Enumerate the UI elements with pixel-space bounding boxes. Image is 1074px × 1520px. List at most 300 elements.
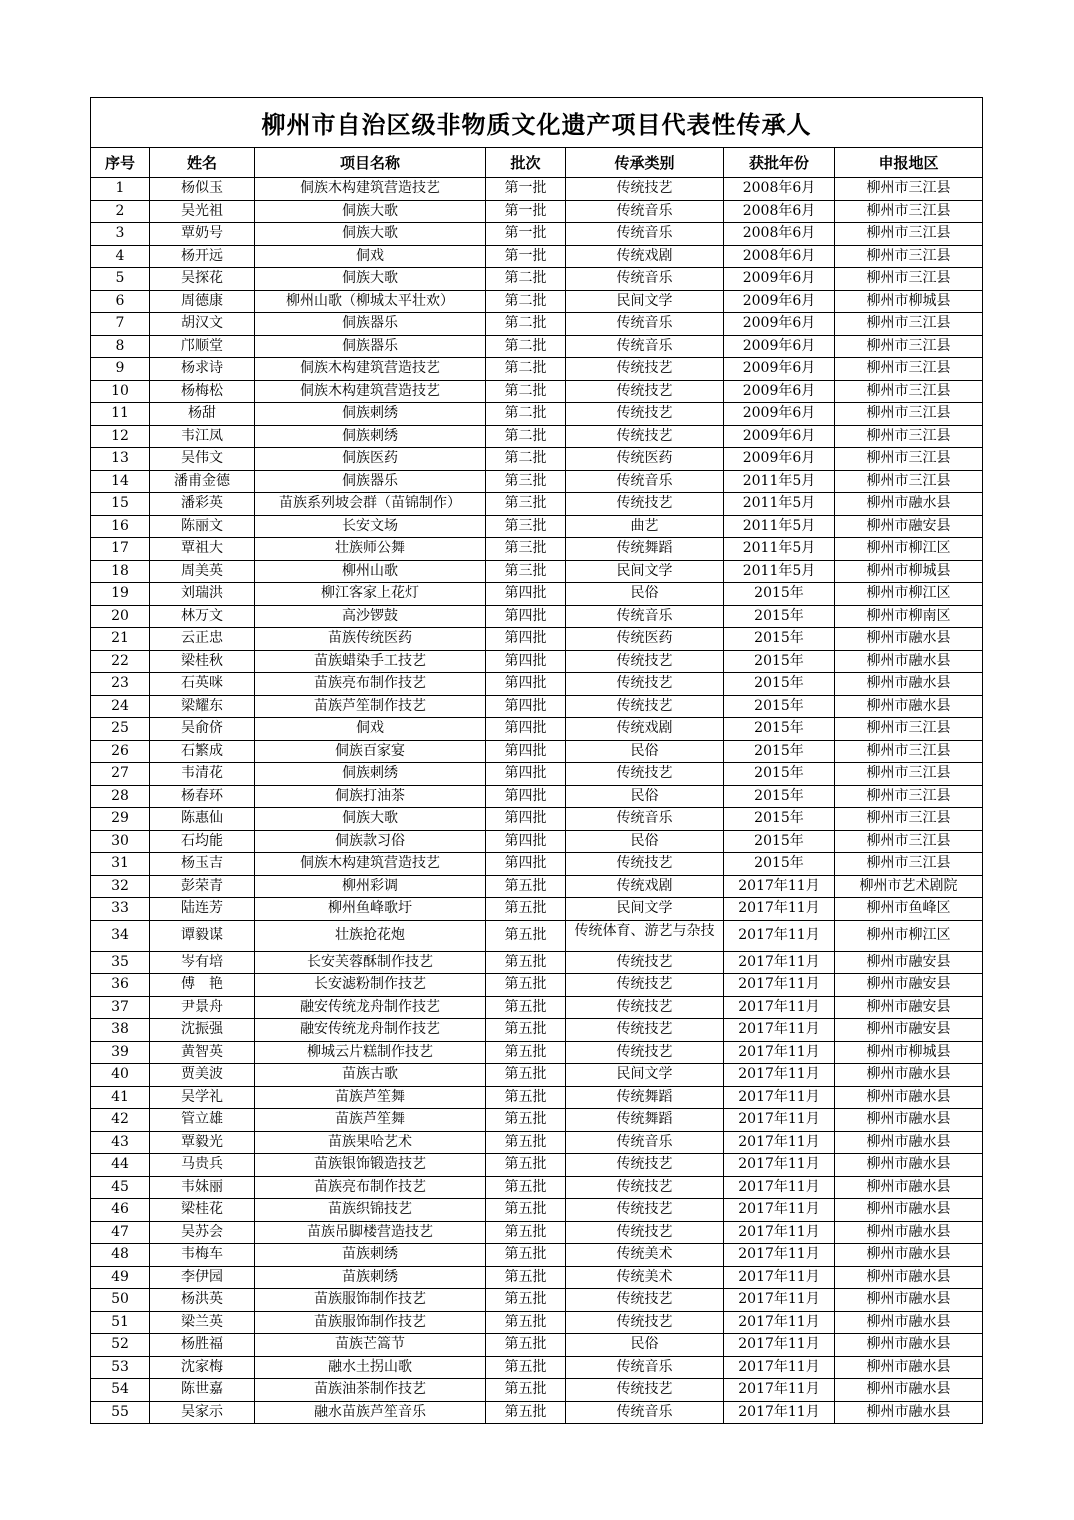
- cell-batch: 第五批: [486, 898, 566, 921]
- cell-name: 覃奶号: [150, 223, 255, 246]
- cell-batch: 第四批: [486, 695, 566, 718]
- cell-batch: 第五批: [486, 1019, 566, 1042]
- cell-index: 39: [91, 1041, 150, 1064]
- header-row: [91, 148, 983, 178]
- cell-name: 岑有培: [150, 951, 255, 974]
- cell-category: 传统戏剧: [566, 718, 724, 741]
- cell-category: 传统技艺: [566, 425, 724, 448]
- cell-batch: 第三批: [486, 470, 566, 493]
- table-row: [91, 1176, 983, 1199]
- cell-project: 侗戏: [255, 245, 486, 268]
- cell-name: 吴苏会: [150, 1221, 255, 1244]
- cell-region: 柳州市三江县: [835, 178, 983, 201]
- cell-region: 柳州市融安县: [835, 951, 983, 974]
- cell-region: 柳州市三江县: [835, 808, 983, 831]
- cell-index: 32: [91, 875, 150, 898]
- cell-name: 陈丽文: [150, 515, 255, 538]
- table-row: [91, 1199, 983, 1222]
- cell-name: 梁桂花: [150, 1199, 255, 1222]
- cell-name: 周美英: [150, 560, 255, 583]
- table-row: [91, 448, 983, 471]
- table-row: [91, 403, 983, 426]
- cell-year: 2017年11月: [724, 1019, 835, 1042]
- cell-category: 民俗: [566, 785, 724, 808]
- cell-index: 48: [91, 1244, 150, 1267]
- cell-index: 17: [91, 538, 150, 561]
- cell-region: 柳州市融水县: [835, 1401, 983, 1424]
- cell-index: 25: [91, 718, 150, 741]
- cell-category: 传统技艺: [566, 1041, 724, 1064]
- cell-year: 2015年: [724, 628, 835, 651]
- cell-year: 2017年11月: [724, 898, 835, 921]
- cell-name: 吴探花: [150, 268, 255, 291]
- cell-batch: 第五批: [486, 1401, 566, 1424]
- cell-project: 融水苗族芦笙音乐: [255, 1401, 486, 1424]
- cell-project: 侗族木构建筑营造技艺: [255, 380, 486, 403]
- cell-index: 1: [91, 178, 150, 201]
- cell-category: 传统音乐: [566, 223, 724, 246]
- cell-index: 18: [91, 560, 150, 583]
- cell-region: 柳州市融水县: [835, 1289, 983, 1312]
- cell-batch: 第五批: [486, 1064, 566, 1087]
- cell-project: 侗族医药: [255, 448, 486, 471]
- cell-batch: 第二批: [486, 268, 566, 291]
- cell-category: 传统音乐: [566, 200, 724, 223]
- cell-index: 34: [91, 920, 150, 951]
- cell-project: 侗族木构建筑营造技艺: [255, 358, 486, 381]
- cell-year: 2017年11月: [724, 1379, 835, 1402]
- col-header-name: 姓名: [150, 148, 255, 178]
- cell-region: 柳州市三江县: [835, 200, 983, 223]
- cell-index: 50: [91, 1289, 150, 1312]
- cell-batch: 第五批: [486, 1244, 566, 1267]
- cell-region: 柳州市融安县: [835, 996, 983, 1019]
- cell-index: 44: [91, 1154, 150, 1177]
- cell-region: 柳州市融水县: [835, 1334, 983, 1357]
- table-row: [91, 1019, 983, 1042]
- cell-category: 传统音乐: [566, 1356, 724, 1379]
- cell-region: 柳州市鱼峰区: [835, 898, 983, 921]
- cell-category: 传统技艺: [566, 974, 724, 997]
- cell-year: 2008年6月: [724, 245, 835, 268]
- cell-year: 2015年: [724, 605, 835, 628]
- cell-index: 43: [91, 1131, 150, 1154]
- cell-year: 2009年6月: [724, 425, 835, 448]
- cell-project: 苗族油茶制作技艺: [255, 1379, 486, 1402]
- cell-region: 柳州市柳城县: [835, 560, 983, 583]
- cell-year: 2017年11月: [724, 1154, 835, 1177]
- cell-region: 柳州市三江县: [835, 853, 983, 876]
- cell-batch: 第五批: [486, 996, 566, 1019]
- table-row: [91, 538, 983, 561]
- cell-index: 52: [91, 1334, 150, 1357]
- cell-name: 李伊园: [150, 1266, 255, 1289]
- table-row: [91, 785, 983, 808]
- cell-region: 柳州市融安县: [835, 515, 983, 538]
- cell-project: 苗族系列坡会群（苗锦制作）: [255, 493, 486, 516]
- cell-project: 侗族大歌: [255, 200, 486, 223]
- table-row: [91, 673, 983, 696]
- cell-name: 石英咪: [150, 673, 255, 696]
- cell-region: 柳州市三江县: [835, 380, 983, 403]
- cell-year: 2008年6月: [724, 223, 835, 246]
- document-sheet: [90, 97, 982, 1424]
- table-title: 柳州市自治区级非物质文化遗产项目代表性传承人: [91, 98, 983, 148]
- table-row: [91, 1064, 983, 1087]
- cell-name: 陆连芳: [150, 898, 255, 921]
- cell-batch: 第四批: [486, 673, 566, 696]
- cell-region: 柳州市柳南区: [835, 605, 983, 628]
- cell-region: 柳州市三江县: [835, 470, 983, 493]
- cell-category: 传统技艺: [566, 1221, 724, 1244]
- cell-year: 2017年11月: [724, 875, 835, 898]
- cell-name: 潘甫金德: [150, 470, 255, 493]
- cell-batch: 第二批: [486, 290, 566, 313]
- cell-index: 28: [91, 785, 150, 808]
- cell-category: 传统技艺: [566, 853, 724, 876]
- cell-region: 柳州市融水县: [835, 1154, 983, 1177]
- cell-index: 31: [91, 853, 150, 876]
- table-row: [91, 1041, 983, 1064]
- cell-batch: 第二批: [486, 358, 566, 381]
- cell-batch: 第五批: [486, 1266, 566, 1289]
- cell-category: 传统舞蹈: [566, 1109, 724, 1132]
- cell-project: 壮族抢花炮: [255, 920, 486, 951]
- table-row: [91, 200, 983, 223]
- cell-region: 柳州市三江县: [835, 335, 983, 358]
- cell-index: 10: [91, 380, 150, 403]
- cell-year: 2017年11月: [724, 974, 835, 997]
- cell-index: 20: [91, 605, 150, 628]
- cell-index: 22: [91, 650, 150, 673]
- cell-region: 柳州市三江县: [835, 223, 983, 246]
- cell-batch: 第四批: [486, 830, 566, 853]
- cell-project: 苗族芦笙舞: [255, 1086, 486, 1109]
- cell-category: 传统音乐: [566, 470, 724, 493]
- cell-region: 柳州市融水县: [835, 1311, 983, 1334]
- cell-region: 柳州市三江县: [835, 763, 983, 786]
- cell-category: 传统技艺: [566, 493, 724, 516]
- cell-project: 苗族亮布制作技艺: [255, 673, 486, 696]
- cell-name: 杨洪英: [150, 1289, 255, 1312]
- cell-index: 2: [91, 200, 150, 223]
- cell-name: 韦梅车: [150, 1244, 255, 1267]
- cell-region: 柳州市三江县: [835, 313, 983, 336]
- table-row: [91, 583, 983, 606]
- cell-category: 传统技艺: [566, 1289, 724, 1312]
- cell-name: 沈振强: [150, 1019, 255, 1042]
- table-row: [91, 853, 983, 876]
- cell-region: 柳州市融水县: [835, 650, 983, 673]
- cell-project: 苗族芦笙制作技艺: [255, 695, 486, 718]
- cell-year: 2011年5月: [724, 470, 835, 493]
- cell-year: 2015年: [724, 740, 835, 763]
- cell-batch: 第四批: [486, 718, 566, 741]
- table-row: [91, 1289, 983, 1312]
- cell-name: 韦江凤: [150, 425, 255, 448]
- cell-project: 侗戏: [255, 718, 486, 741]
- cell-index: 7: [91, 313, 150, 336]
- cell-category: 传统技艺: [566, 1176, 724, 1199]
- cell-year: 2009年6月: [724, 380, 835, 403]
- cell-batch: 第四批: [486, 763, 566, 786]
- cell-index: 47: [91, 1221, 150, 1244]
- cell-category: 传统音乐: [566, 808, 724, 831]
- cell-batch: 第五批: [486, 974, 566, 997]
- cell-batch: 第四批: [486, 808, 566, 831]
- cell-category: 曲艺: [566, 515, 724, 538]
- cell-index: 12: [91, 425, 150, 448]
- cell-category: 传统技艺: [566, 358, 724, 381]
- cell-year: 2011年5月: [724, 538, 835, 561]
- cell-index: 4: [91, 245, 150, 268]
- cell-region: 柳州市融水县: [835, 1109, 983, 1132]
- cell-category: 民间文学: [566, 560, 724, 583]
- table-row: [91, 920, 983, 951]
- col-header-region: 申报地区: [835, 148, 983, 178]
- table-row: [91, 380, 983, 403]
- table-row: [91, 996, 983, 1019]
- cell-year: 2009年6月: [724, 313, 835, 336]
- cell-project: 融水土拐山歌: [255, 1356, 486, 1379]
- cell-name: 韦妹丽: [150, 1176, 255, 1199]
- table-row: [91, 1109, 983, 1132]
- cell-year: 2009年6月: [724, 290, 835, 313]
- cell-project: 柳州山歌（柳城太平壮欢）: [255, 290, 486, 313]
- cell-batch: 第四批: [486, 650, 566, 673]
- col-header-category: 传承类别: [566, 148, 724, 178]
- cell-year: 2017年11月: [724, 1289, 835, 1312]
- cell-region: 柳州市柳城县: [835, 290, 983, 313]
- cell-index: 15: [91, 493, 150, 516]
- cell-project: 侗族器乐: [255, 335, 486, 358]
- cell-batch: 第一批: [486, 200, 566, 223]
- cell-project: 苗族刺绣: [255, 1244, 486, 1267]
- cell-region: 柳州市艺术剧院: [835, 875, 983, 898]
- table-row: [91, 695, 983, 718]
- cell-name: 陈惠仙: [150, 808, 255, 831]
- cell-index: 3: [91, 223, 150, 246]
- cell-year: 2015年: [724, 830, 835, 853]
- table-row: [91, 493, 983, 516]
- cell-name: 杨似玉: [150, 178, 255, 201]
- table-row: [91, 1154, 983, 1177]
- cell-category: 传统音乐: [566, 335, 724, 358]
- cell-category: 传统医药: [566, 448, 724, 471]
- cell-project: 苗族亮布制作技艺: [255, 1176, 486, 1199]
- cell-category: 民俗: [566, 583, 724, 606]
- cell-category: 传统音乐: [566, 268, 724, 291]
- cell-batch: 第二批: [486, 335, 566, 358]
- cell-project: 苗族芒篙节: [255, 1334, 486, 1357]
- cell-category: 传统技艺: [566, 650, 724, 673]
- col-header-year: 获批年份: [724, 148, 835, 178]
- cell-year: 2017年11月: [724, 1356, 835, 1379]
- cell-batch: 第一批: [486, 245, 566, 268]
- cell-project: 融安传统龙舟制作技艺: [255, 996, 486, 1019]
- cell-index: 49: [91, 1266, 150, 1289]
- cell-category: 传统戏剧: [566, 245, 724, 268]
- cell-name: 管立雄: [150, 1109, 255, 1132]
- cell-batch: 第三批: [486, 560, 566, 583]
- cell-category: 传统音乐: [566, 1401, 724, 1424]
- cell-name: 邝顺堂: [150, 335, 255, 358]
- cell-year: 2017年11月: [724, 1199, 835, 1222]
- cell-project: 侗族百家宴: [255, 740, 486, 763]
- cell-batch: 第五批: [486, 1109, 566, 1132]
- table-row: [91, 763, 983, 786]
- cell-project: 高沙锣鼓: [255, 605, 486, 628]
- table-row: [91, 178, 983, 201]
- cell-category: 传统技艺: [566, 403, 724, 426]
- cell-region: 柳州市柳江区: [835, 920, 983, 951]
- cell-category: 传统技艺: [566, 951, 724, 974]
- cell-name: 林万文: [150, 605, 255, 628]
- cell-region: 柳州市融水县: [835, 1379, 983, 1402]
- cell-name: 吴学礼: [150, 1086, 255, 1109]
- cell-name: 杨玉吉: [150, 853, 255, 876]
- cell-project: 苗族银饰锻造技艺: [255, 1154, 486, 1177]
- cell-category: 民间文学: [566, 1064, 724, 1087]
- table-row: [91, 1379, 983, 1402]
- cell-index: 37: [91, 996, 150, 1019]
- cell-project: 苗族刺绣: [255, 1266, 486, 1289]
- table-row: [91, 875, 983, 898]
- cell-batch: 第五批: [486, 1199, 566, 1222]
- cell-year: 2017年11月: [724, 1311, 835, 1334]
- cell-project: 侗族大歌: [255, 268, 486, 291]
- cell-category: 传统医药: [566, 628, 724, 651]
- cell-name: 石繁成: [150, 740, 255, 763]
- cell-index: 42: [91, 1109, 150, 1132]
- cell-category: 传统舞蹈: [566, 1086, 724, 1109]
- cell-project: 苗族传统医药: [255, 628, 486, 651]
- cell-region: 柳州市融水县: [835, 628, 983, 651]
- cell-project: 侗族木构建筑营造技艺: [255, 178, 486, 201]
- cell-name: 沈家梅: [150, 1356, 255, 1379]
- cell-name: 云正忠: [150, 628, 255, 651]
- cell-region: 柳州市融安县: [835, 974, 983, 997]
- cell-name: 周德康: [150, 290, 255, 313]
- cell-year: 2015年: [724, 695, 835, 718]
- cell-name: 杨求诗: [150, 358, 255, 381]
- cell-region: 柳州市三江县: [835, 740, 983, 763]
- cell-project: 侗族器乐: [255, 470, 486, 493]
- cell-name: 覃祖大: [150, 538, 255, 561]
- cell-region: 柳州市三江县: [835, 403, 983, 426]
- cell-project: 长安滤粉制作技艺: [255, 974, 486, 997]
- cell-year: 2008年6月: [724, 178, 835, 201]
- cell-name: 刘瑞洪: [150, 583, 255, 606]
- cell-batch: 第二批: [486, 313, 566, 336]
- cell-batch: 第二批: [486, 425, 566, 448]
- cell-batch: 第四批: [486, 853, 566, 876]
- cell-category: 传统技艺: [566, 178, 724, 201]
- cell-index: 30: [91, 830, 150, 853]
- cell-batch: 第五批: [486, 875, 566, 898]
- cell-name: 吴俞侪: [150, 718, 255, 741]
- cell-year: 2015年: [724, 718, 835, 741]
- table-row: [91, 974, 983, 997]
- cell-year: 2011年5月: [724, 515, 835, 538]
- cell-batch: 第五批: [486, 1289, 566, 1312]
- cell-category: 传统技艺: [566, 1199, 724, 1222]
- cell-batch: 第四批: [486, 740, 566, 763]
- cell-project: 苗族蜡染手工技艺: [255, 650, 486, 673]
- cell-year: 2017年11月: [724, 920, 835, 951]
- cell-batch: 第四批: [486, 628, 566, 651]
- cell-batch: 第二批: [486, 448, 566, 471]
- cell-project: 侗族打油茶: [255, 785, 486, 808]
- cell-project: 侗族刺绣: [255, 425, 486, 448]
- cell-category: 传统技艺: [566, 1019, 724, 1042]
- cell-batch: 第四批: [486, 583, 566, 606]
- cell-year: 2017年11月: [724, 1244, 835, 1267]
- cell-region: 柳州市三江县: [835, 718, 983, 741]
- cell-name: 梁兰英: [150, 1311, 255, 1334]
- cell-batch: 第五批: [486, 920, 566, 951]
- cell-project: 长安文场: [255, 515, 486, 538]
- cell-region: 柳州市三江县: [835, 358, 983, 381]
- cell-category: 传统戏剧: [566, 875, 724, 898]
- cell-year: 2009年6月: [724, 448, 835, 471]
- cell-batch: 第五批: [486, 951, 566, 974]
- cell-category: 传统美术: [566, 1244, 724, 1267]
- cell-index: 5: [91, 268, 150, 291]
- cell-batch: 第一批: [486, 223, 566, 246]
- cell-project: 侗族刺绣: [255, 403, 486, 426]
- cell-batch: 第五批: [486, 1356, 566, 1379]
- cell-project: 苗族古歌: [255, 1064, 486, 1087]
- cell-region: 柳州市三江县: [835, 830, 983, 853]
- cell-region: 柳州市融水县: [835, 493, 983, 516]
- cell-index: 21: [91, 628, 150, 651]
- cell-region: 柳州市融水县: [835, 1244, 983, 1267]
- cell-name: 傅 艳: [150, 974, 255, 997]
- table-row: [91, 650, 983, 673]
- table-row: [91, 1221, 983, 1244]
- cell-index: 41: [91, 1086, 150, 1109]
- cell-batch: 第五批: [486, 1131, 566, 1154]
- cell-index: 55: [91, 1401, 150, 1424]
- table-row: [91, 1086, 983, 1109]
- cell-category: 民俗: [566, 830, 724, 853]
- cell-project: 苗族吊脚楼营造技艺: [255, 1221, 486, 1244]
- cell-year: 2011年5月: [724, 560, 835, 583]
- cell-category: 传统音乐: [566, 605, 724, 628]
- cell-index: 38: [91, 1019, 150, 1042]
- cell-name: 杨开远: [150, 245, 255, 268]
- cell-name: 马贵兵: [150, 1154, 255, 1177]
- cell-category: 传统体育、游艺与杂技: [566, 920, 724, 951]
- cell-index: 14: [91, 470, 150, 493]
- table-row: [91, 718, 983, 741]
- cell-year: 2017年11月: [724, 1334, 835, 1357]
- cell-name: 吴光祖: [150, 200, 255, 223]
- cell-year: 2015年: [724, 673, 835, 696]
- cell-region: 柳州市融安县: [835, 1019, 983, 1042]
- cell-name: 吴伟文: [150, 448, 255, 471]
- cell-category: 传统技艺: [566, 1154, 724, 1177]
- cell-name: 梁桂秋: [150, 650, 255, 673]
- table-row: [91, 245, 983, 268]
- cell-index: 54: [91, 1379, 150, 1402]
- cell-batch: 第五批: [486, 1086, 566, 1109]
- cell-year: 2015年: [724, 583, 835, 606]
- cell-region: 柳州市三江县: [835, 268, 983, 291]
- cell-batch: 第二批: [486, 380, 566, 403]
- cell-batch: 第三批: [486, 515, 566, 538]
